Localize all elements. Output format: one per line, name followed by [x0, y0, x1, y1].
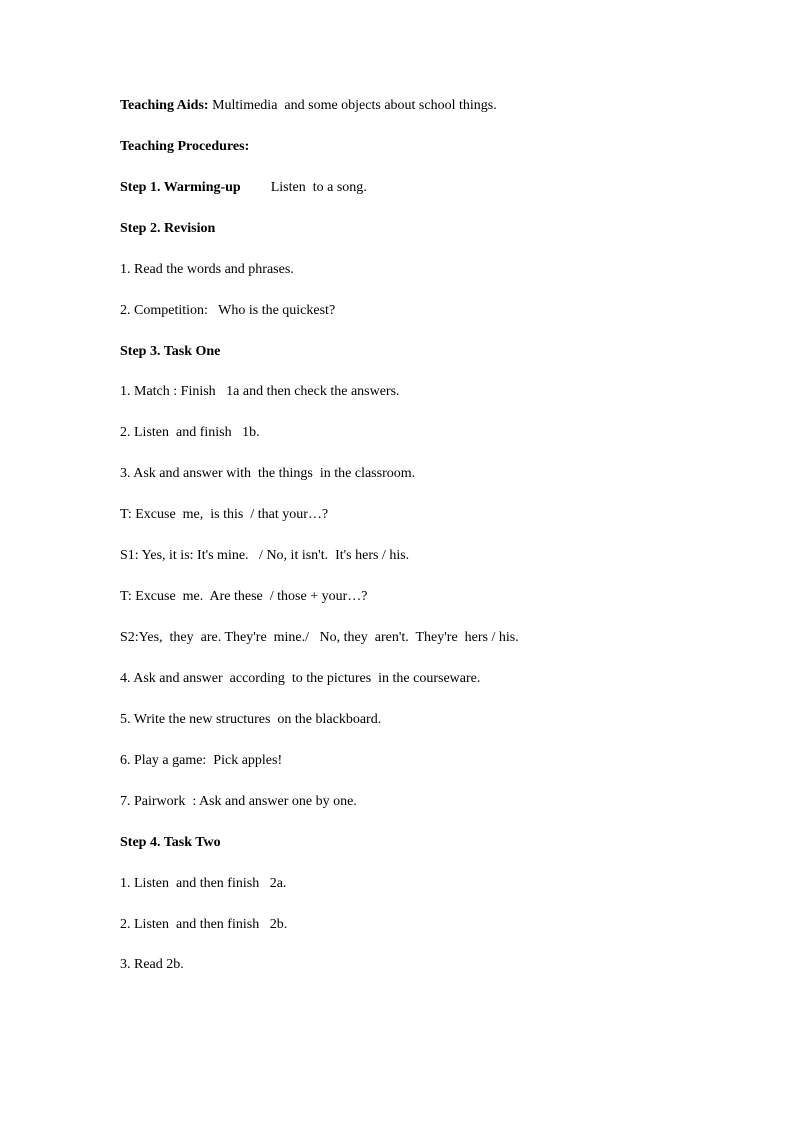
step3-item: 4. Ask and answer according to the pictures in the courseware. [120, 671, 481, 686]
step3-item: 7. Pairwork : Ask and answer one by one. [120, 794, 357, 809]
step3-item: 6. Play a game: Pick apples! [120, 753, 283, 768]
step1-heading: Step 1. Warming-up [120, 180, 241, 195]
step3-dialogue-line: S2:Yes, they are. They're mine./ No, they aren't. They're hers / his. [120, 630, 519, 645]
step3-dialogue-line: S1: Yes, it is: It's mine. / No, it isn't. It's hers / his. [120, 548, 410, 563]
step3-item: 5. Write the new structures on the blackboard. [120, 712, 382, 727]
step3-item: 3. Ask and answer with the things in the classroom. [120, 466, 416, 481]
step1-text: Listen to a song. [270, 180, 367, 195]
teaching-aids-line [120, 97, 497, 115]
step3-dialogue-line: T: Excuse me. Are these / those + your…? [120, 589, 368, 604]
step3-heading: Step 3. Task One [120, 344, 221, 359]
step3-item: 1. Match : Finish 1a and then check the answers. [120, 384, 400, 399]
step4-heading: Step 4. Task Two [120, 835, 221, 850]
teaching-procedures-heading: Teaching Procedures: [120, 139, 250, 154]
step3-dialogue-line: T: Excuse me, is this / that your…? [120, 507, 329, 522]
teaching-aids-text: Multimedia and some objects about school things. [212, 98, 497, 113]
step3-item: 2. Listen and finish 1b. [120, 425, 260, 440]
step1-line [120, 179, 367, 197]
teaching-aids-label: Teaching Aids: [120, 98, 209, 113]
step4-item: 1. Listen and then finish 2a. [120, 876, 287, 891]
step2-item: 2. Competition: Who is the quickest? [120, 303, 336, 318]
step4-item: 2. Listen and then finish 2b. [120, 917, 288, 932]
step2-heading: Step 2. Revision [120, 221, 216, 236]
step2-item: 1. Read the words and phrases. [120, 262, 294, 277]
step4-item: 3. Read 2b. [120, 957, 184, 972]
